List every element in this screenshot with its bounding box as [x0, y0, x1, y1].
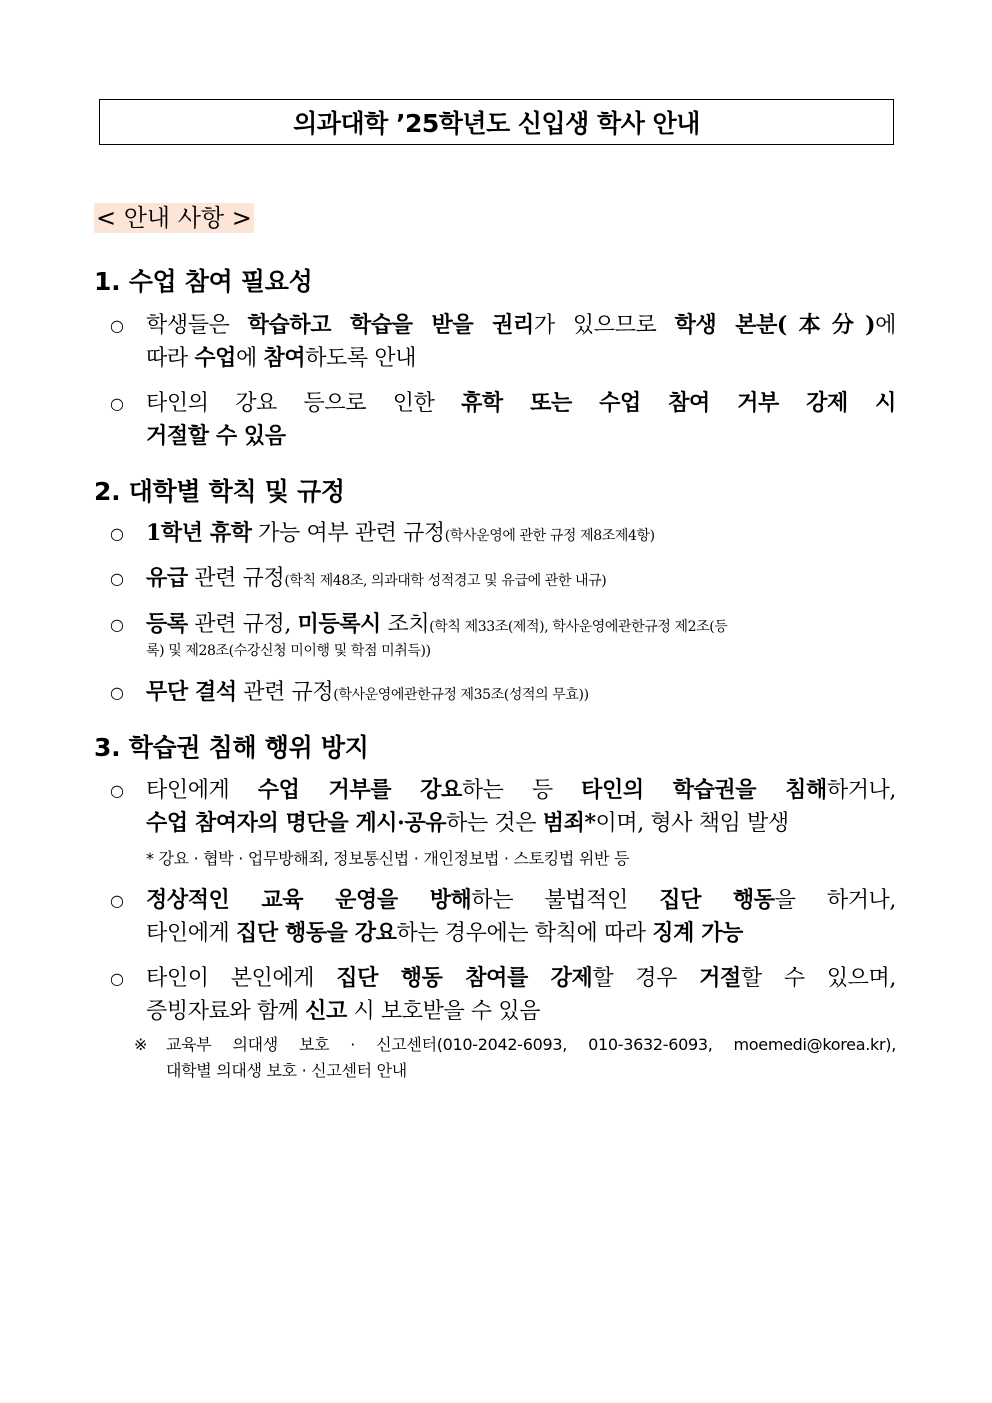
section-2-heading: 2. 대학별 학칙 및 규정 — [94, 477, 345, 506]
bullet-3-1: ○ — [110, 781, 124, 800]
bullet-1-2: ○ — [110, 394, 124, 413]
item-1-1-line2: 따라 수업에 참여하도록 안내 — [146, 345, 417, 371]
reference-mark: ※ — [134, 1035, 148, 1054]
bullet-2-3: ○ — [110, 615, 124, 634]
section-1-heading: 1. 수업 참여 필요성 — [94, 267, 313, 296]
item-1-1-line1: 학생들은 학습하고 학습을 받을 권리가 있으므로 학생 본분(本分)에 — [146, 312, 896, 338]
item-3-2-line2: 타인에게 집단 행동을 강요하는 경우에는 학칙에 따라 징계 가능 — [146, 920, 743, 946]
item-1-2-line2: 거절할 수 있음 — [146, 423, 286, 449]
bullet-2-2: ○ — [110, 569, 124, 588]
item-3-1-line1: 타인에게 수업 거부를 강요하는 등 타인의 학습권을 침해하거나, — [146, 777, 896, 803]
bullet-3-3: ○ — [110, 969, 124, 988]
bullet-1-1: ○ — [110, 316, 124, 335]
item-2-2: 유급 관련 규정(학칙 제48조, 의과대학 성적경고 및 유급에 관한 내규) — [146, 565, 607, 591]
item-3-3-line1: 타인이 본인에게 집단 행동 참여를 강제할 경우 거절할 수 있으며, — [146, 965, 896, 991]
item-3-1-line2: 수업 참여자의 명단을 게시·공유하는 것은 범죄*이며, 형사 책임 발생 — [146, 810, 789, 836]
section-3-heading: 3. 학습권 침해 행위 방지 — [94, 733, 369, 762]
reference-line-2: 대학별 의대생 보호 · 신고센터 안내 — [166, 1061, 407, 1080]
item-3-2-line1: 정상적인 교육 운영을 방해하는 불법적인 집단 행동을 하거나, — [146, 887, 896, 913]
item-2-3-line2: 록) 및 제28조(수강신청 미이행 및 학점 미취득)) — [146, 643, 431, 659]
bullet-2-1: ○ — [110, 524, 124, 543]
item-2-1: 1학년 휴학 가능 여부 관련 규정(학사운영에 관한 규정 제8조제4항) — [146, 520, 655, 546]
item-1-2-line1: 타인의 강요 등으로 인한 휴학 또는 수업 참여 거부 강제 시 — [146, 390, 896, 416]
item-3-3-line2: 증빙자료와 함께 신고 시 보호받을 수 있음 — [146, 998, 541, 1024]
reference-line-1: 교육부 의대생 보호 · 신고센터(010-2042-6093, 010-3632-6093, moemedi@korea.kr), — [166, 1035, 896, 1054]
item-3-1-footnote: * 강요 · 협박 · 업무방해죄, 정보통신법 · 개인정보법 · 스토킹법 위반 등 — [146, 849, 630, 868]
bullet-2-4: ○ — [110, 683, 124, 702]
bullet-3-2: ○ — [110, 891, 124, 910]
item-2-3-line1: 등록 관련 규정, 미등록시 조치(학칙 제33조(제적), 학사운영에관한규정 제2조(등 — [146, 611, 728, 637]
document-title: 의과대학 ’25학년도 신입생 학사 안내 — [99, 99, 894, 145]
item-2-4: 무단 결석 관련 규정(학사운영에관한규정 제35조(성적의 무효)) — [146, 679, 589, 705]
notice-label: < 안내 사항 > — [96, 204, 252, 232]
